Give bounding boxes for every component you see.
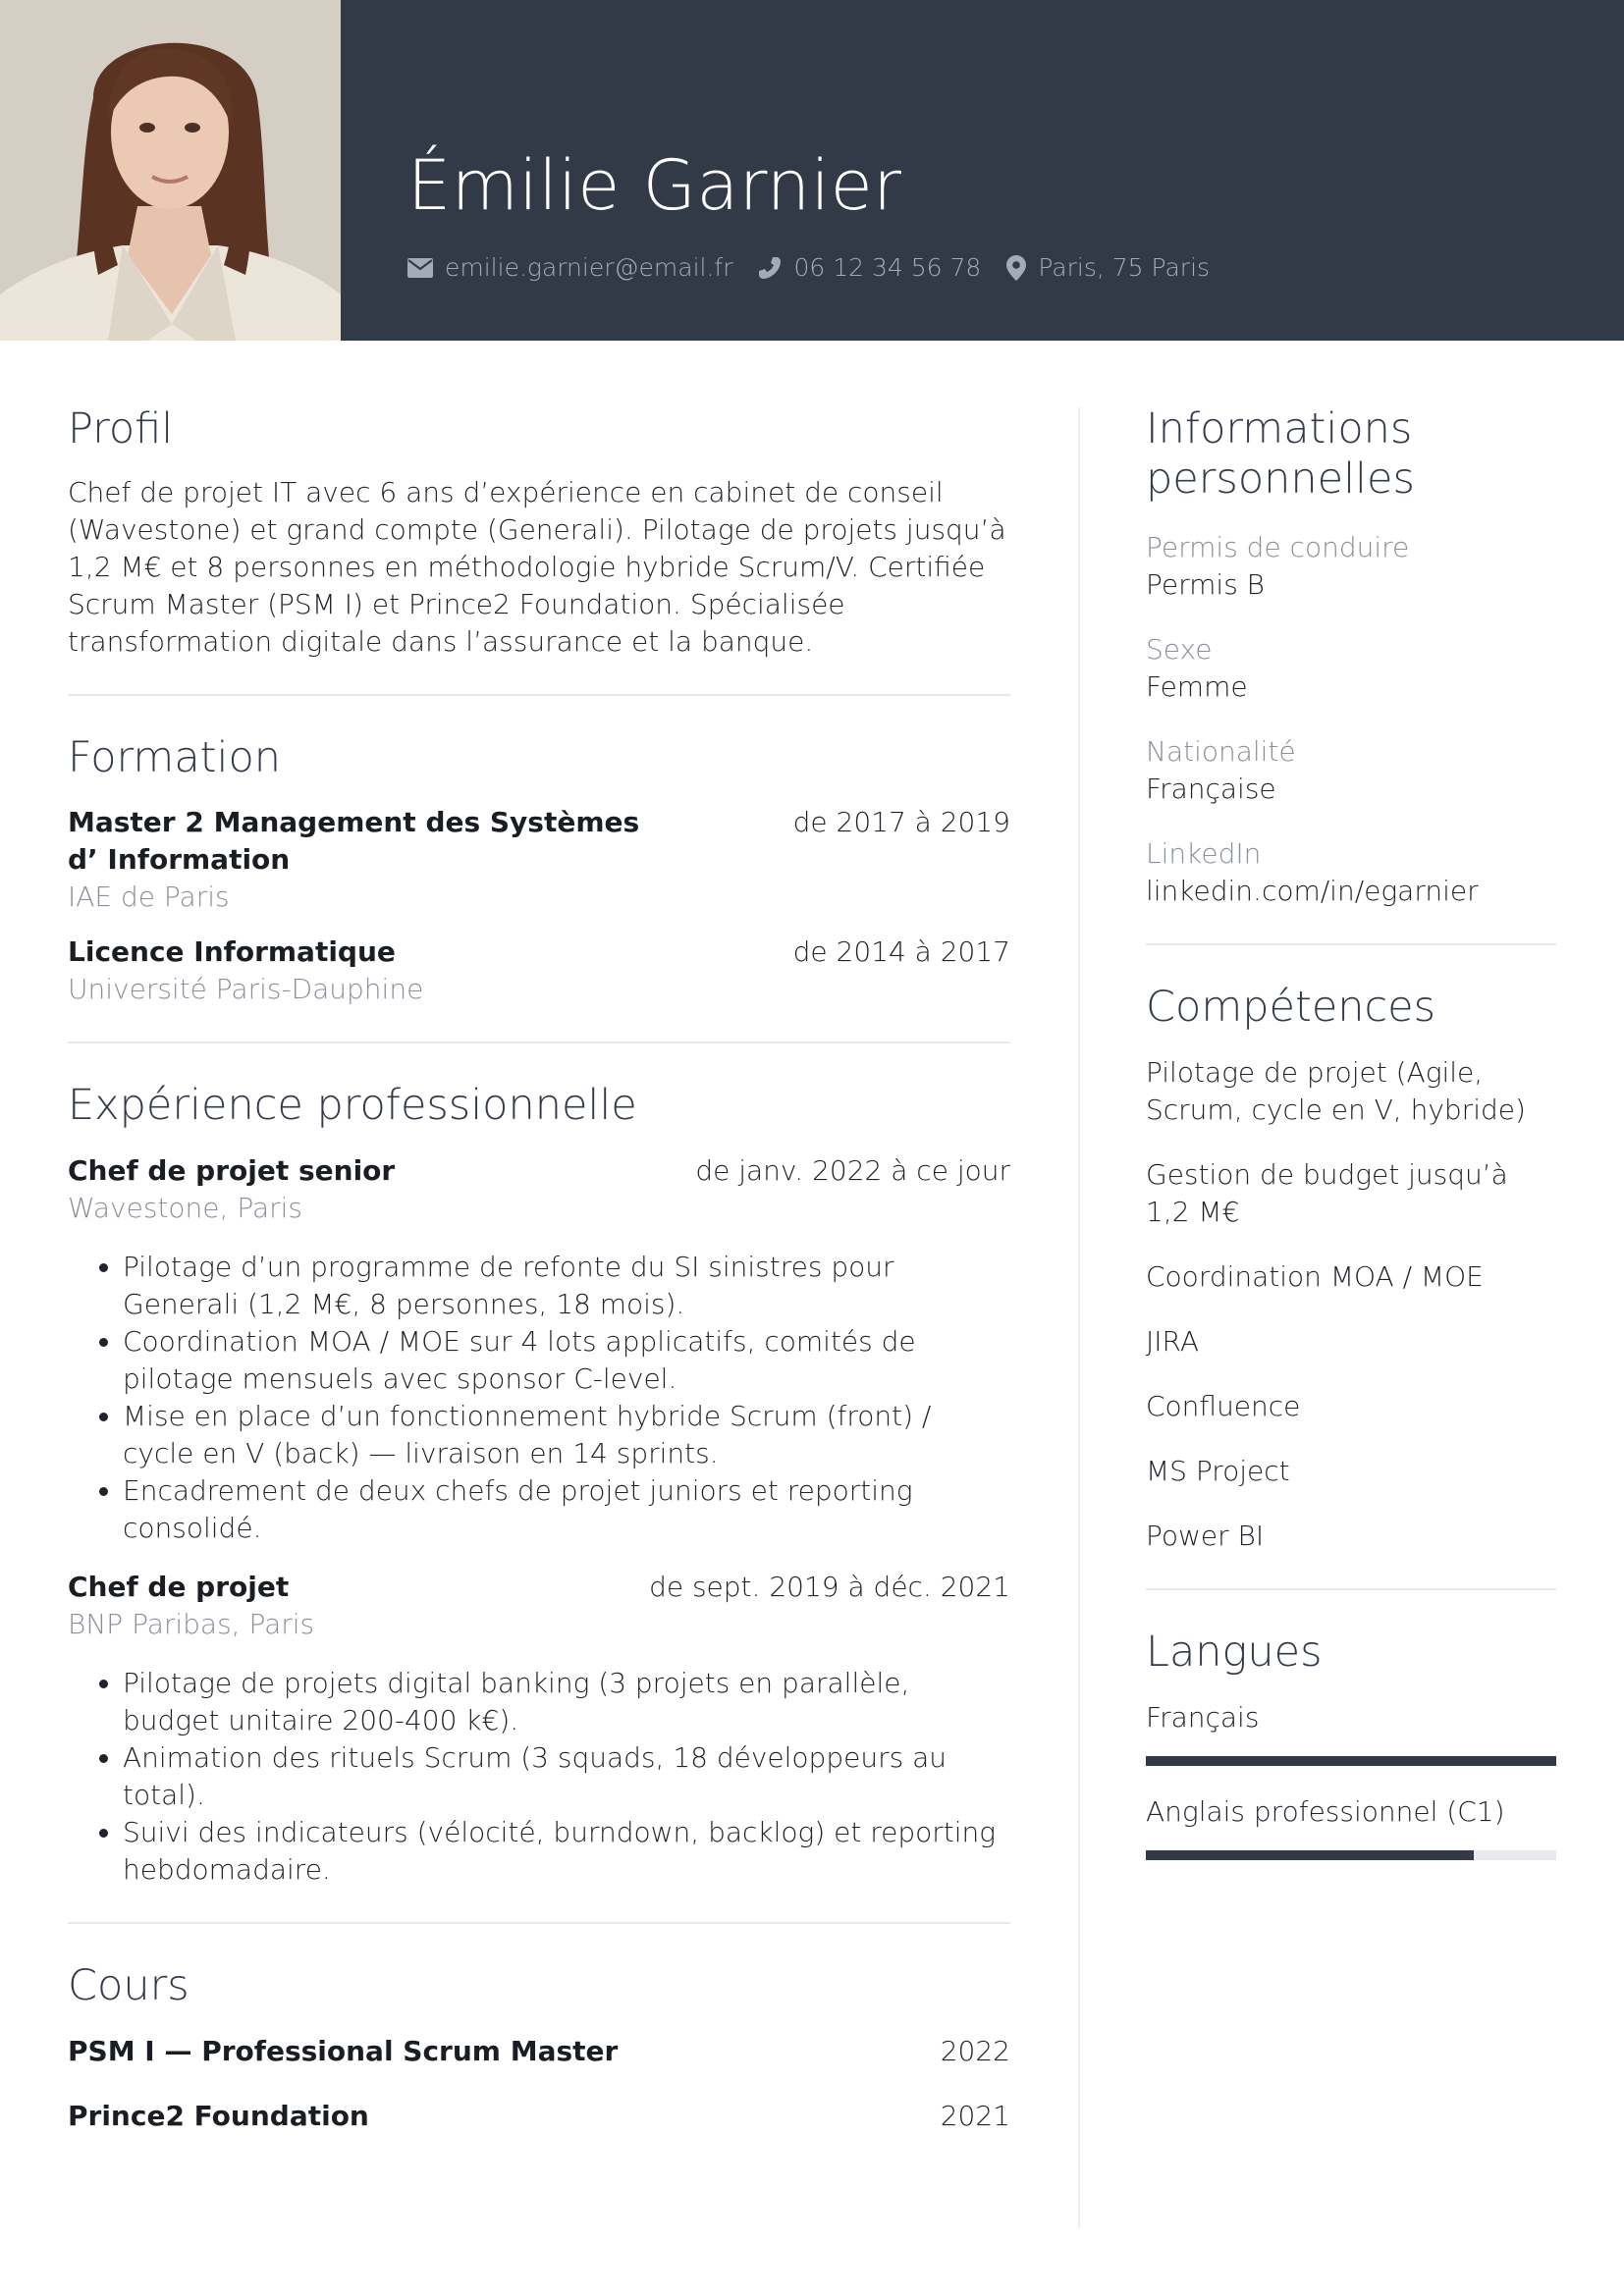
info-item <box>1146 835 1556 910</box>
section-title-experience: Expérience professionnelle <box>68 1081 637 1131</box>
skill-item: Coordination MOA / MOE <box>1146 1260 1484 1294</box>
job-bullets <box>68 1665 1010 1889</box>
linkedin-link[interactable]: linkedin.com/in/egarnier <box>1146 875 1479 908</box>
section-cours <box>68 1961 1010 2135</box>
location-text: Paris, 75 Paris <box>1038 253 1211 282</box>
email-text[interactable]: emilie.garnier@email.fr <box>445 253 733 282</box>
section-title-infos: Informations personnelles <box>1146 404 1415 504</box>
section-competences <box>1146 983 1556 1555</box>
section-title-formation: Formation <box>68 732 282 782</box>
section-infos <box>1146 404 1556 910</box>
section-title-profil: Profil <box>68 404 174 454</box>
formation-school: Université Paris-Dauphine <box>68 973 424 1006</box>
section-profil <box>68 404 1010 661</box>
info-item <box>1146 631 1556 706</box>
info-value: Femme <box>1146 670 1248 704</box>
language-level-bar <box>1146 1850 1556 1860</box>
candidate-name: Émilie Garnier <box>407 145 902 226</box>
contact-location <box>1006 253 1210 282</box>
profile-photo <box>0 0 341 341</box>
divider <box>68 1041 1010 1043</box>
skill-item: JIRA <box>1146 1325 1199 1359</box>
main-column <box>68 404 1010 2135</box>
job-bullet: • Coordination MOA / MOE sur 4 lots applicatifs, comités de pilotage mensuels avec sponsor C-level. <box>123 1323 1010 1398</box>
language-name: Anglais professionnel (C1) <box>1146 1794 1505 1828</box>
section-title-langues: Langues <box>1146 1628 1323 1678</box>
formation-entry <box>68 804 1010 916</box>
sidebar-column <box>1146 404 1556 1860</box>
contact-line <box>407 253 1235 282</box>
formation-entry <box>68 934 1010 1008</box>
course-title: PSM I — Professional Scrum Master <box>68 2034 619 2067</box>
job-company: Wavestone, Paris <box>68 1192 302 1225</box>
skill-item: Power BI <box>1146 1520 1265 1553</box>
formation-degree: Master 2 Management des Systèmes d’ Information <box>68 806 640 877</box>
phone-text[interactable]: 06 12 34 56 78 <box>793 253 982 282</box>
skill-item: MS Project <box>1146 1455 1290 1488</box>
language-name: Français <box>1146 1700 1260 1734</box>
skill-item: Gestion de budget jusqu’à 1,2 M€ <box>1146 1158 1508 1229</box>
language-level-fill <box>1146 1756 1556 1766</box>
language-item <box>1146 1793 1556 1860</box>
formation-dates: de 2017 à 2019 <box>792 806 1010 839</box>
info-item <box>1146 733 1556 808</box>
section-title-cours: Cours <box>68 1961 189 2011</box>
job-bullet: • Encadrement de deux chefs de projet juniors et reporting consolidé. <box>123 1472 1010 1547</box>
section-langues <box>1146 1628 1556 1860</box>
info-label: Permis de conduire <box>1146 531 1410 564</box>
course-year: 2021 <box>940 2099 1010 2132</box>
course-year: 2022 <box>940 2034 1010 2067</box>
formation-school: IAE de Paris <box>68 881 230 914</box>
formation-dates: de 2014 à 2017 <box>792 935 1010 969</box>
job-bullet: • Suivi des indicateurs (vélocité, burndown, backlog) et reporting hebdomadaire. <box>123 1814 1010 1889</box>
contact-phone <box>758 253 981 282</box>
job-bullet: • Pilotage d’un programme de refonte du SI sinistres pour Generali (1,2 M€, 8 personnes, 18 mois). <box>123 1249 1010 1323</box>
divider <box>68 694 1010 696</box>
info-label: LinkedIn <box>1146 837 1262 871</box>
section-experience <box>68 1081 1010 1889</box>
info-value: Française <box>1146 773 1276 806</box>
job-bullets <box>68 1249 1010 1547</box>
profil-text: Chef de projet IT avec 6 ans d’expérience en cabinet de conseil (Wavestone) et grand compte (Generali). Pilotage de projets jusqu’à 1,2 M€ et 8 personnes en méthodologie hybride Scrum/V. Certifiée Scrum Master (PSM I) et Prince2 Foundation. Spécialisée transformation digitale dans l’assurance et la banque. <box>68 475 1006 658</box>
job-bullet: • Pilotage de projets digital banking (3 projets en parallèle, budget unitaire 200-400 k€). <box>123 1665 1010 1739</box>
job-title: Chef de projet <box>68 1571 290 1604</box>
formation-degree: Licence Informatique <box>68 935 396 969</box>
map-pin-icon <box>1006 255 1026 281</box>
language-item <box>1146 1699 1556 1766</box>
job-bullet: • Animation des rituels Scrum (3 squads, 18 développeurs au total). <box>123 1739 1010 1814</box>
info-label: Sexe <box>1146 633 1213 667</box>
skill-item: Confluence <box>1146 1390 1301 1423</box>
resume-header <box>0 0 1624 341</box>
experience-entry <box>68 1569 1010 1889</box>
language-level-bar <box>1146 1756 1556 1766</box>
job-dates: de janv. 2022 à ce jour <box>695 1154 1010 1188</box>
info-label: Nationalité <box>1146 735 1296 769</box>
info-value: Permis B <box>1146 568 1266 602</box>
job-company: BNP Paribas, Paris <box>68 1608 315 1641</box>
job-dates: de sept. 2019 à déc. 2021 <box>649 1571 1010 1604</box>
phone-icon <box>758 256 782 280</box>
course-entry <box>68 2033 1010 2070</box>
envelope-icon <box>407 258 433 278</box>
experience-entry <box>68 1152 1010 1547</box>
column-divider <box>1078 407 1080 2228</box>
contact-email <box>407 253 732 282</box>
job-bullet: • Mise en place d’un fonctionnement hybride Scrum (front) / cycle en V (back) — livraison en 14 sprints. <box>123 1398 1010 1472</box>
job-title: Chef de projet senior <box>68 1154 396 1188</box>
section-formation <box>68 733 1010 1009</box>
language-level-fill <box>1146 1850 1474 1860</box>
section-title-competences: Compétences <box>1146 983 1436 1033</box>
divider <box>68 1922 1010 1924</box>
divider <box>1146 1588 1556 1590</box>
info-item <box>1146 529 1556 604</box>
divider <box>1146 943 1556 945</box>
course-entry <box>68 2098 1010 2135</box>
course-title: Prince2 Foundation <box>68 2099 369 2132</box>
skill-item: Pilotage de projet (Agile, Scrum, cycle en V, hybride) <box>1146 1056 1526 1127</box>
